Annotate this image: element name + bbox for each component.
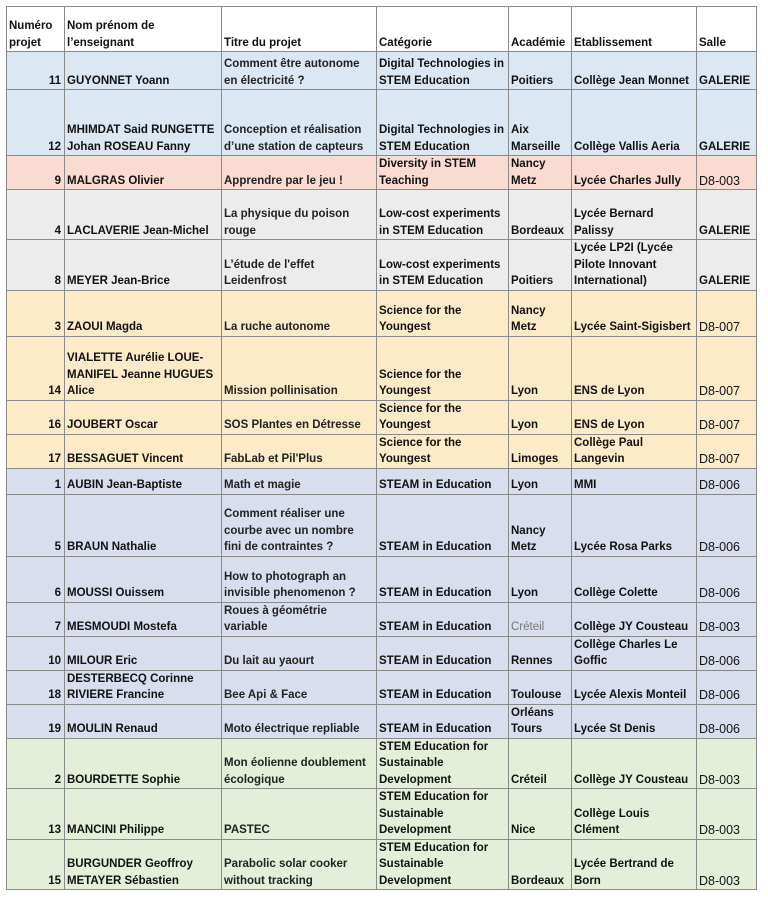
cell-project-number: 13 [7, 789, 65, 840]
cell-project-title: PASTEC [222, 789, 377, 840]
cell-school: Lycée Bertrand de Born [572, 839, 697, 890]
cell-teacher-name: GUYONNET Yoann [65, 52, 222, 90]
cell-academy: Lyon [509, 336, 572, 400]
cell-project-title: Comment réaliser une courbe avec un nombre fini de contraintes ? [222, 494, 377, 556]
table-row [7, 400, 757, 434]
cell-school: Lycée Alexis Monteil [572, 670, 697, 704]
cell-project-title: Mission pollinisation [222, 336, 377, 400]
table-row [7, 636, 757, 670]
cell-project-title: La physique du poison rouge [222, 190, 377, 240]
cell-academy: Bordeaux [509, 190, 572, 240]
cell-category: Science for the Youngest [377, 400, 509, 434]
cell-room: D8-007 [697, 290, 757, 336]
cell-category: STEAM in Education [377, 468, 509, 494]
cell-school: Collège JY Cousteau [572, 602, 697, 636]
cell-school: Lycée Charles Jully [572, 156, 697, 190]
cell-teacher-name: MOULIN Renaud [65, 704, 222, 738]
cell-room: GALERIE [697, 190, 757, 240]
cell-category: STEM Education for Sustainable Development [377, 789, 509, 840]
cell-project-title: Mon éolienne doublement écologique [222, 738, 377, 789]
cell-school: Collège JY Cousteau [572, 738, 697, 789]
cell-category: STEAM in Education [377, 636, 509, 670]
cell-project-title: Conception et réalisation d’une station de capteurs [222, 90, 377, 156]
cell-academy: Lyon [509, 468, 572, 494]
cell-project-number: 18 [7, 670, 65, 704]
cell-school: Collège Paul Langevin [572, 434, 697, 468]
projects-table [6, 6, 757, 890]
cell-project-number: 4 [7, 190, 65, 240]
cell-academy: Créteil [509, 602, 572, 636]
cell-project-title: FabLab et Pil'Plus [222, 434, 377, 468]
cell-room: GALERIE [697, 90, 757, 156]
cell-category: Science for the Youngest [377, 336, 509, 400]
cell-academy: Bordeaux [509, 839, 572, 890]
cell-school: Collège Louis Clément [572, 789, 697, 840]
cell-room: D8-006 [697, 636, 757, 670]
cell-school: Lycée Saint-Sigisbert [572, 290, 697, 336]
cell-room: GALERIE [697, 52, 757, 90]
cell-room: D8-007 [697, 336, 757, 400]
cell-project-number: 15 [7, 839, 65, 890]
cell-project-title: Moto électrique repliable [222, 704, 377, 738]
cell-academy: Rennes [509, 636, 572, 670]
cell-project-title: Roues à géométrie variable [222, 602, 377, 636]
cell-teacher-name: MESMOUDI Mostefa [65, 602, 222, 636]
cell-category: STEM Education for Sustainable Development [377, 738, 509, 789]
cell-school: ENS de Lyon [572, 336, 697, 400]
header-room: Salle [697, 7, 757, 52]
cell-project-number: 16 [7, 400, 65, 434]
cell-academy: Toulouse [509, 670, 572, 704]
cell-project-number: 17 [7, 434, 65, 468]
cell-teacher-name: MOUSSI Ouissem [65, 556, 222, 602]
header-category: Catégorie [377, 7, 509, 52]
cell-category: Diversity in STEM Teaching [377, 156, 509, 190]
cell-teacher-name: BRAUN Nathalie [65, 494, 222, 556]
cell-school: Collège Vallis Aeria [572, 90, 697, 156]
table-row [7, 738, 757, 789]
projects-table-container [6, 6, 757, 890]
table-row [7, 670, 757, 704]
cell-project-title: Math et magie [222, 468, 377, 494]
cell-room: D8-003 [697, 602, 757, 636]
header-teacher-name: Nom prénom de l’enseignant [65, 7, 222, 52]
cell-project-title: L’étude de l'effet Leidenfrost [222, 240, 377, 291]
cell-room: D8-003 [697, 738, 757, 789]
cell-academy: Nice [509, 789, 572, 840]
cell-academy: Lyon [509, 400, 572, 434]
cell-teacher-name: DESTERBECQ Corinne RIVIERE Francine [65, 670, 222, 704]
cell-room: D8-006 [697, 494, 757, 556]
cell-project-title: Apprendre par le jeu ! [222, 156, 377, 190]
cell-project-number: 14 [7, 336, 65, 400]
cell-project-number: 6 [7, 556, 65, 602]
cell-school: Collège Jean Monnet [572, 52, 697, 90]
cell-project-title: La ruche autonome [222, 290, 377, 336]
cell-project-number: 11 [7, 52, 65, 90]
cell-school: Lycée Bernard Palissy [572, 190, 697, 240]
table-row [7, 468, 757, 494]
cell-category: Science for the Youngest [377, 290, 509, 336]
cell-project-number: 3 [7, 290, 65, 336]
table-row [7, 90, 757, 156]
header-row [7, 7, 757, 52]
cell-room: GALERIE [697, 240, 757, 291]
cell-category: STEAM in Education [377, 602, 509, 636]
cell-room: D8-003 [697, 789, 757, 840]
cell-teacher-name: BOURDETTE Sophie [65, 738, 222, 789]
table-row [7, 839, 757, 890]
cell-school: Collège Colette [572, 556, 697, 602]
cell-room: D8-006 [697, 556, 757, 602]
cell-teacher-name: MILOUR Eric [65, 636, 222, 670]
cell-academy: Orléans Tours [509, 704, 572, 738]
table-row [7, 290, 757, 336]
cell-room: D8-003 [697, 156, 757, 190]
cell-school: Lycée St Denis [572, 704, 697, 738]
cell-category: STEM Education for Sustainable Development [377, 839, 509, 890]
cell-teacher-name: LACLAVERIE Jean-Michel [65, 190, 222, 240]
cell-project-number: 7 [7, 602, 65, 636]
cell-project-title: How to photograph an invisible phenomenon ? [222, 556, 377, 602]
cell-category: Low-cost experiments in STEM Education [377, 240, 509, 291]
header-school: Etablissement [572, 7, 697, 52]
cell-category: Digital Technologies in STEM Education [377, 52, 509, 90]
projects-table-body [7, 52, 757, 890]
cell-category: Science for the Youngest [377, 434, 509, 468]
cell-category: STEAM in Education [377, 704, 509, 738]
cell-teacher-name: BURGUNDER Geoffroy METAYER Sébastien [65, 839, 222, 890]
cell-academy: Poitiers [509, 52, 572, 90]
cell-academy: Aix Marseille [509, 90, 572, 156]
cell-teacher-name: MEYER Jean-Brice [65, 240, 222, 291]
cell-project-title: Bee Api & Face [222, 670, 377, 704]
cell-category: STEAM in Education [377, 670, 509, 704]
cell-school: Lycée LP2I (Lycée Pilote Innovant International) [572, 240, 697, 291]
cell-school: Lycée Rosa Parks [572, 494, 697, 556]
header-project-title: Titre du projet [222, 7, 377, 52]
cell-room: D8-006 [697, 670, 757, 704]
cell-project-number: 10 [7, 636, 65, 670]
cell-room: D8-003 [697, 839, 757, 890]
table-row [7, 494, 757, 556]
table-row [7, 434, 757, 468]
table-row [7, 190, 757, 240]
table-row [7, 704, 757, 738]
cell-project-number: 12 [7, 90, 65, 156]
cell-academy: Lyon [509, 556, 572, 602]
cell-category: Low-cost experiments in STEM Education [377, 190, 509, 240]
cell-teacher-name: BESSAGUET Vincent [65, 434, 222, 468]
cell-teacher-name: VIALETTE Aurélie LOUE-MANIFEL Jeanne HUGUES Alice [65, 336, 222, 400]
cell-academy: Poitiers [509, 240, 572, 291]
cell-teacher-name: MALGRAS Olivier [65, 156, 222, 190]
table-row [7, 602, 757, 636]
cell-project-number: 8 [7, 240, 65, 291]
table-row [7, 556, 757, 602]
cell-room: D8-007 [697, 400, 757, 434]
cell-project-number: 2 [7, 738, 65, 789]
cell-project-number: 1 [7, 468, 65, 494]
cell-project-title: Du lait au yaourt [222, 636, 377, 670]
cell-teacher-name: MHIMDAT Said RUNGETTE Johan ROSEAU Fanny [65, 90, 222, 156]
table-row [7, 240, 757, 291]
cell-school: Collège Charles Le Goffic [572, 636, 697, 670]
cell-room: D8-007 [697, 434, 757, 468]
table-row [7, 52, 757, 90]
cell-room: D8-006 [697, 704, 757, 738]
cell-teacher-name: JOUBERT Oscar [65, 400, 222, 434]
cell-category: Digital Technologies in STEM Education [377, 90, 509, 156]
header-project-number: Numéro projet [7, 7, 65, 52]
table-row [7, 156, 757, 190]
cell-project-number: 5 [7, 494, 65, 556]
cell-project-number: 19 [7, 704, 65, 738]
cell-academy: Créteil [509, 738, 572, 789]
cell-school: ENS de Lyon [572, 400, 697, 434]
cell-project-title: SOS Plantes en Détresse [222, 400, 377, 434]
cell-academy: Nancy Metz [509, 290, 572, 336]
cell-academy: Nancy Metz [509, 494, 572, 556]
cell-teacher-name: AUBIN Jean-Baptiste [65, 468, 222, 494]
cell-project-number: 9 [7, 156, 65, 190]
cell-academy: Limoges [509, 434, 572, 468]
cell-category: STEAM in Education [377, 494, 509, 556]
cell-teacher-name: ZAOUI Magda [65, 290, 222, 336]
cell-category: STEAM in Education [377, 556, 509, 602]
cell-project-title: Parabolic solar cooker without tracking [222, 839, 377, 890]
cell-school: MMI [572, 468, 697, 494]
table-row [7, 789, 757, 840]
cell-teacher-name: MANCINI Philippe [65, 789, 222, 840]
header-academy: Académie [509, 7, 572, 52]
table-row [7, 336, 757, 400]
cell-academy: Nancy Metz [509, 156, 572, 190]
cell-room: D8-006 [697, 468, 757, 494]
cell-project-title: Comment être autonome en électricité ? [222, 52, 377, 90]
